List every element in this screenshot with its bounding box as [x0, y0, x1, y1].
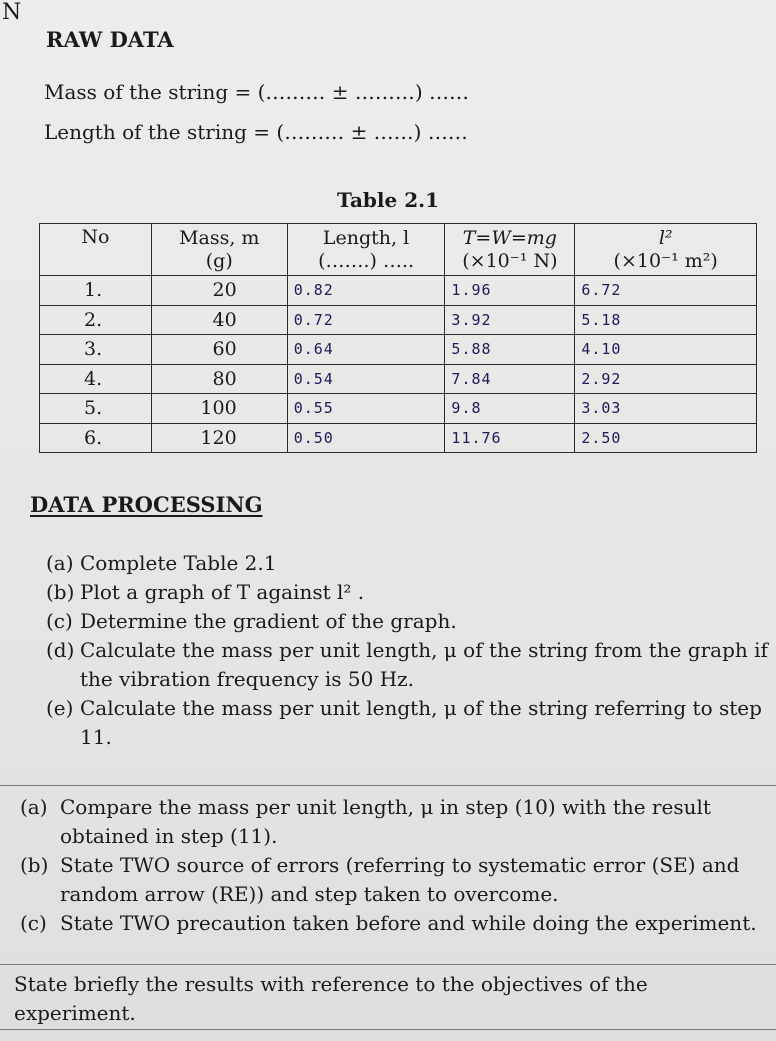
processing-list — [46, 549, 771, 752]
cell-l-squared: 5.18 — [575, 305, 757, 335]
cell-l-squared: 2.92 — [575, 364, 757, 394]
cell-length: 0.50 — [287, 423, 445, 453]
cell-l-squared: 4.10 — [575, 335, 757, 365]
header-length: Length, l (…….) ….. — [287, 224, 445, 276]
table-row — [40, 276, 757, 306]
section-divider — [0, 785, 776, 786]
cell-tension: 5.88 — [445, 335, 575, 365]
item-text: Plot a graph of T against l² . — [80, 580, 365, 604]
list-item — [46, 607, 771, 636]
cell-mass: 80 — [151, 364, 287, 394]
item-label: (b) — [20, 853, 49, 877]
item-text: Calculate the mass per unit length, μ of the string from the graph if the vibration frequency is 50 Hz. — [80, 638, 768, 691]
cell-length: 0.64 — [287, 335, 445, 365]
cell-tension: 11.76 — [445, 423, 575, 453]
item-label: (a) — [20, 795, 48, 819]
cell-no: 1. — [40, 276, 152, 306]
cell-mass: 40 — [151, 305, 287, 335]
length-of-string-line: Length of the string = (……… ± ……) …… — [44, 120, 468, 144]
list-item — [46, 636, 771, 694]
cell-tension: 9.8 — [445, 394, 575, 424]
table-row — [40, 394, 757, 424]
list-item — [20, 851, 775, 909]
header-no: No — [40, 224, 152, 276]
item-label: (a) — [46, 551, 74, 575]
data-table — [39, 223, 757, 453]
list-item — [46, 578, 771, 607]
item-text: Determine the gradient of the graph. — [80, 609, 457, 633]
discussion-list — [20, 793, 775, 938]
cell-mass: 100 — [151, 394, 287, 424]
list-item — [46, 549, 771, 578]
conclusion-text: State briefly the results with reference to the objectives of the experiment. — [14, 972, 648, 1025]
mass-of-string-line: Mass of the string = (……… ± ………) …… — [44, 80, 470, 104]
item-text: Compare the mass per unit length, μ in step (10) with the result obtained in step (11). — [60, 795, 711, 848]
table-row — [40, 305, 757, 335]
item-label: (b) — [46, 580, 75, 604]
cell-l-squared: 3.03 — [575, 394, 757, 424]
raw-data-heading: RAW DATA — [46, 27, 174, 52]
list-item — [20, 793, 775, 851]
cell-no: 6. — [40, 423, 152, 453]
table-caption: Table 2.1 — [337, 188, 439, 212]
item-label: (c) — [46, 609, 73, 633]
header-tension: T=W=mg (×10⁻¹ N) — [445, 224, 575, 276]
cell-tension: 3.92 — [445, 305, 575, 335]
cell-no: 2. — [40, 305, 152, 335]
cell-length: 0.72 — [287, 305, 445, 335]
data-processing-heading: DATA PROCESSING — [30, 492, 263, 517]
section-divider — [0, 964, 776, 965]
item-text: Complete Table 2.1 — [80, 551, 277, 575]
cell-no: 4. — [40, 364, 152, 394]
item-label: (d) — [46, 638, 75, 662]
cell-length: 0.54 — [287, 364, 445, 394]
corner-mark: N — [2, 0, 22, 25]
header-l-squared: l² (×10⁻¹ m²) — [575, 224, 757, 276]
item-label: (c) — [20, 911, 47, 935]
cell-length: 0.82 — [287, 276, 445, 306]
table-row — [40, 423, 757, 453]
cell-no: 5. — [40, 394, 152, 424]
item-text: Calculate the mass per unit length, μ of the string referring to step 11. — [80, 696, 762, 749]
list-item — [20, 909, 775, 938]
cell-mass: 20 — [151, 276, 287, 306]
cell-l-squared: 6.72 — [575, 276, 757, 306]
cell-mass: 60 — [151, 335, 287, 365]
cell-tension: 7.84 — [445, 364, 575, 394]
item-label: (e) — [46, 696, 74, 720]
table-row — [40, 364, 757, 394]
cell-length: 0.55 — [287, 394, 445, 424]
cell-l-squared: 2.50 — [575, 423, 757, 453]
cell-no: 3. — [40, 335, 152, 365]
table-header-row — [40, 224, 757, 276]
item-text: State TWO precaution taken before and while doing the experiment. — [60, 911, 757, 935]
list-item — [46, 694, 771, 752]
table-row — [40, 335, 757, 365]
cell-mass: 120 — [151, 423, 287, 453]
cell-tension: 1.96 — [445, 276, 575, 306]
header-mass: Mass, m (g) — [151, 224, 287, 276]
section-divider — [0, 1029, 776, 1030]
item-text: State TWO source of errors (referring to systematic error (SE) and random arrow (RE)) and step taken to overcome. — [60, 853, 740, 906]
